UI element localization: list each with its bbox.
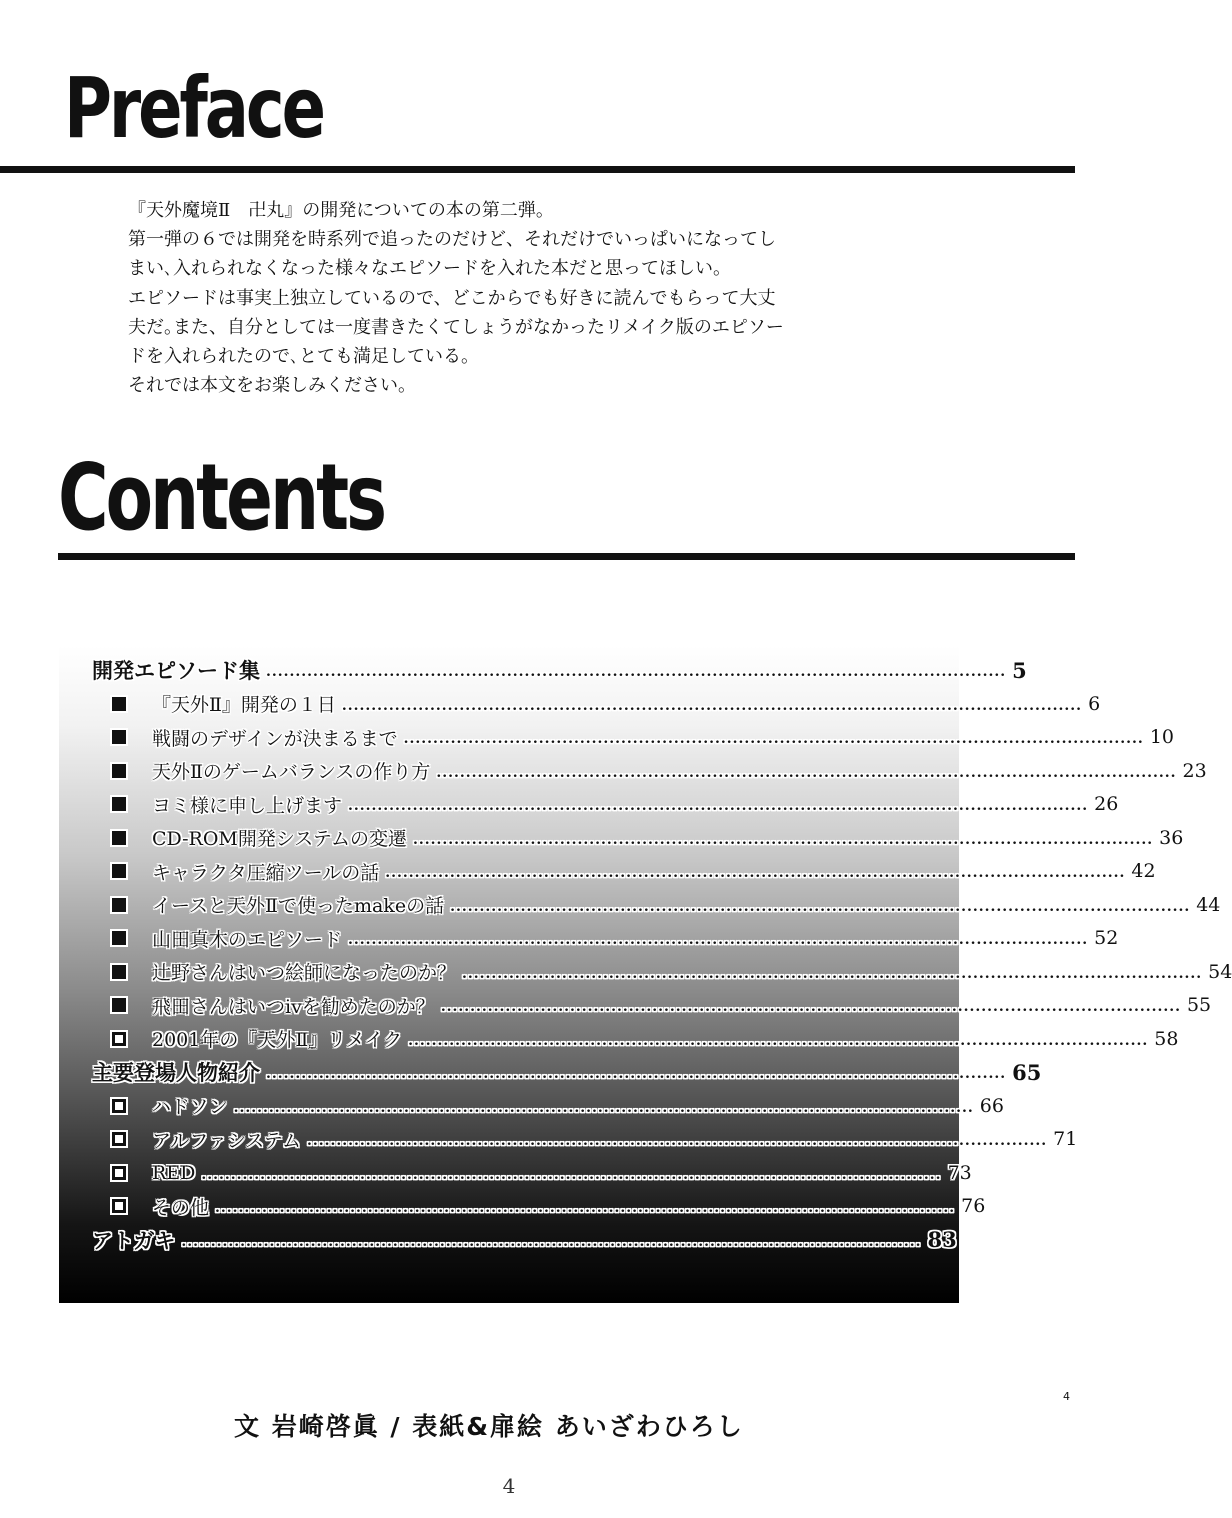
toc-entry-page: 26 [1094, 793, 1119, 815]
toc-entry [112, 856, 1156, 886]
toc-dot-leader: .............................................................................................................................. [215, 1200, 956, 1216]
toc-entry-label: 飛田さんはいつivを勧めたのか？ [152, 995, 435, 1018]
filled-square-bullet-icon [112, 998, 126, 1012]
toc-entry-page: 73 [947, 1161, 972, 1184]
preface-line: まい､入れられなくなった様々なエピソードを入れた本だと思ってほしい。 [128, 258, 731, 280]
toc-entry-page: 83 [927, 1227, 957, 1252]
hollow-square-bullet-icon [112, 1199, 126, 1213]
corner-page-number: 4 [1063, 1390, 1070, 1403]
toc-entry [112, 1158, 972, 1188]
toc-entry-page: 44 [1196, 893, 1221, 916]
toc-entry-page: 10 [1149, 726, 1174, 748]
toc-entry-label: ハドソン [152, 1096, 228, 1118]
contents-divider [58, 553, 1075, 560]
toc-entry-label: イースと天外Ⅱで使ったmakeの話 [152, 895, 445, 917]
toc-dot-leader: .............................................................................................................................. [306, 1133, 1048, 1149]
toc-entry-page: 23 [1182, 759, 1207, 782]
contents-heading: Contents [58, 444, 385, 551]
toc-entry [112, 823, 1184, 853]
toc-entry-label: 開発エピソード集 [92, 658, 260, 683]
filled-square-bullet-icon [112, 931, 126, 945]
toc-entry [112, 1091, 1004, 1121]
toc-dot-leader: .............................................................................................................................. [341, 697, 1083, 714]
toc-entry [112, 1124, 1078, 1154]
toc-entry-label: RED [152, 1161, 196, 1184]
toc-dot-leader: .............................................................................................................................. [440, 999, 1181, 1015]
toc-entry-label: その他 [152, 1196, 210, 1219]
preface-line: それでは本文をお楽しみください。 [128, 375, 416, 397]
toc-dot-leader: .............................................................................................................................. [412, 831, 1154, 848]
toc-dot-leader: .............................................................................................................................. [450, 898, 1191, 915]
toc-dot-leader: .............................................................................................................................. [266, 664, 1007, 680]
preface-line: 『天外魔境Ⅱ 卍丸』の開発についての本の第二弾。 [128, 200, 554, 221]
toc-dot-leader: .............................................................................................................................. [266, 1066, 1007, 1082]
toc-entry-label: アトガキ [92, 1227, 176, 1253]
toc-section-entry [92, 1057, 1042, 1087]
hollow-square-bullet-icon [112, 1132, 126, 1146]
filled-square-bullet-icon [112, 797, 126, 811]
toc-entry-label: ヨミ様に申し上げます [152, 794, 343, 817]
toc-dot-leader: .............................................................................................................................. [348, 798, 1089, 814]
toc-dot-leader: .............................................................................................................................. [403, 731, 1144, 747]
toc-section-entry [92, 1225, 957, 1255]
preface-heading: Preface [64, 59, 323, 157]
hollow-square-bullet-icon [112, 1099, 126, 1113]
toc-entry-label: 天外Ⅱのゲームバランスの作り方 [152, 761, 431, 783]
toc-entry [112, 1024, 1179, 1054]
toc-entry [112, 789, 1119, 819]
toc-entry-label: 2001年の『天外Ⅱ』リメイク [152, 1029, 403, 1051]
toc-entry-page: 66 [979, 1094, 1004, 1117]
filled-square-bullet-icon [112, 697, 126, 711]
filled-square-bullet-icon [112, 864, 126, 878]
filled-square-bullet-icon [112, 831, 126, 845]
toc-entry-page: 65 [1012, 1059, 1042, 1085]
filled-square-bullet-icon [112, 898, 126, 912]
toc-dot-leader: .............................................................................................................................. [201, 1166, 942, 1183]
hollow-square-bullet-icon [112, 1032, 126, 1046]
toc-entry [112, 923, 1119, 953]
toc-entry [112, 689, 1101, 719]
preface-line: 第一弾の６では開発を時系列で追ったのだけど、それだけでいっぱいになってし [128, 229, 776, 251]
toc-dot-leader: .............................................................................................................................. [348, 932, 1089, 948]
toc-dot-leader: .............................................................................................................................. [408, 1032, 1149, 1049]
toc-entry-page: 76 [961, 1195, 986, 1217]
toc-entry-page: 5 [1012, 657, 1027, 683]
toc-dot-leader: .............................................................................................................................. [385, 865, 1126, 881]
filled-square-bullet-icon [112, 730, 126, 744]
toc-dot-leader: .............................................................................................................................. [233, 1099, 974, 1116]
toc-entry-page: 42 [1131, 860, 1156, 882]
preface-line: エピソードは事実上独立しているので、どこからでも好きに読んでもらって大丈 [128, 287, 776, 309]
toc-entry [112, 756, 1207, 786]
toc-entry-label: 山田真木のエピソード [152, 928, 343, 951]
toc-entry [112, 1191, 986, 1221]
toc-entry-page: 55 [1186, 994, 1212, 1016]
credits-line: 文 岩崎啓眞 / 表紙&扉絵 あいざわひろし [234, 1412, 744, 1441]
toc-entry [112, 890, 1221, 920]
toc-entry-page: 71 [1053, 1128, 1078, 1150]
toc-entry-label: 戦闘のデザインが決まるまで [152, 727, 398, 750]
preface-line: ドを入れられたので､とても満足している。 [128, 346, 479, 368]
toc-entry-label: キャラクタ圧縮ツールの話 [152, 861, 380, 884]
toc-dot-leader: .............................................................................................................................. [462, 965, 1203, 982]
toc-dot-leader: .............................................................................................................................. [436, 764, 1177, 781]
toc-entry-page: 54 [1208, 960, 1232, 983]
toc-entry-label: CD-ROM開発システムの変遷 [152, 828, 407, 850]
filled-square-bullet-icon [112, 965, 126, 979]
preface-divider [0, 166, 1075, 173]
preface-line: 夫だ｡また、自分としては一度書きたくてしょうがなかったリメイク版のエピソー [128, 316, 784, 338]
toc-entry-label: 主要登場人物紹介 [92, 1060, 260, 1085]
toc-dot-leader: .............................................................................................................................. [181, 1233, 922, 1250]
toc-entry-page: 52 [1094, 927, 1119, 949]
toc-entry-label: 『天外Ⅱ』開発の１日 [152, 694, 336, 716]
preface-body [128, 196, 898, 400]
toc-entry-page: 58 [1154, 1027, 1179, 1050]
toc-entry [112, 957, 1232, 987]
toc-entry [112, 722, 1174, 752]
toc-entry-label: アルファシステム [152, 1129, 301, 1152]
hollow-square-bullet-icon [112, 1166, 126, 1180]
page-number: 4 [502, 1474, 516, 1498]
toc-entry-label: 辻野さんはいつ絵師になったのか？ [152, 962, 457, 984]
toc-entry [112, 990, 1212, 1020]
toc-entry-page: 6 [1088, 692, 1101, 715]
filled-square-bullet-icon [112, 764, 126, 778]
toc-section-entry [92, 655, 1027, 685]
toc-entry-page: 36 [1159, 826, 1184, 849]
